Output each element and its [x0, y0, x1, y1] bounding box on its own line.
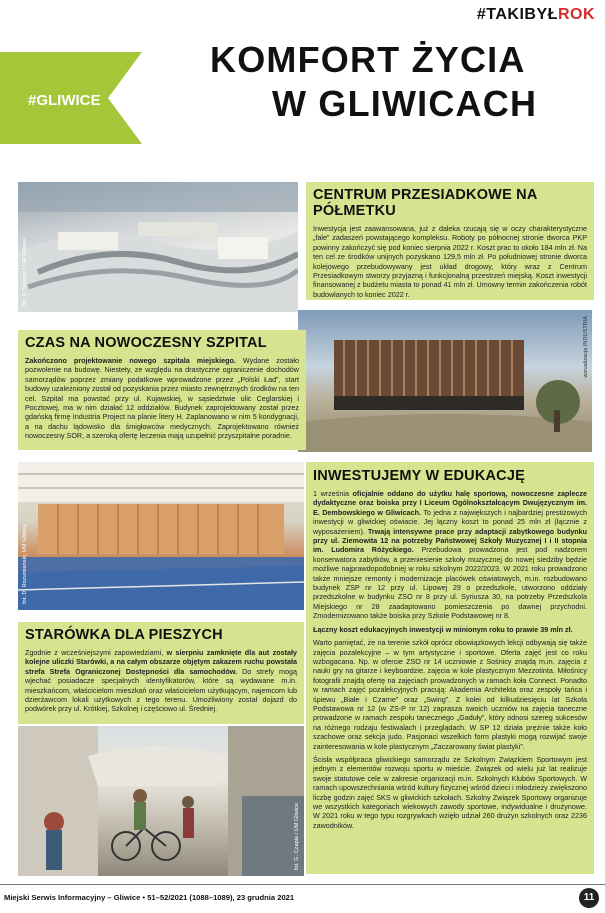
centrum-credit: fot. D. Marzec / UM Gliwice	[22, 238, 28, 306]
starowka-title: STARÓWKA DLA PIESZYCH	[25, 627, 223, 643]
centrum-box	[306, 182, 594, 300]
page-number: 11	[579, 888, 599, 908]
szpital-body: Wydane zostało pozwolenie na budowę. Niestety, ze względu na drastyczne ograniczenie dochodów samorządów poprzez zmiany podatkowe wprowadzone przez „Polski Ład”, start budowy uzależniony został od pozyskania przez miasto zewnętrznych środków na ten cel. Szpital ma powstać przy ul. Kujawskiej, w sąsiedztwie ulic Ceglarskiej i Pocztowej, ma w nim działać 12 oddziałów. Budynek zaprojektowany został przez gdańską firmę Industria Project na planie litery H. Zaplanowano w nim 5 kondygnacji, a na dachu lądowisko dla śmigłowców medycznych. Zaprojektowano również nowoczesny SOR, a szeroką ofertę leczenia mają uzupełnić przyszpitalne poradnie.	[25, 356, 299, 441]
edukacja-p1	[313, 489, 587, 621]
hashtag	[477, 6, 595, 24]
edukacja-p1b: oficjalnie oddano do użytku halę sportową, nowoczesne zaplecze dydaktyczne oraz boiska przy I Liceum Ogólnokształcącym Dwujęzycznym im. E. Dembowskiego w Gliwicach.	[313, 489, 587, 517]
starowka-box	[18, 622, 304, 724]
szpital-lead: Zakończono projektowanie nowego szpitala miejskiego.	[25, 356, 236, 365]
edukacja-credit: fot. D. Rozumiański, UM Gliwice	[22, 524, 28, 604]
sports-hall-photo	[18, 462, 304, 610]
szpital-credit: wizualizacja INDUSTRIA	[583, 316, 589, 378]
starowka-pa: Zgodnie z wcześniejszymi zapowiedziami,	[25, 648, 167, 657]
headline	[210, 38, 600, 126]
edukacja-p2: Łączny koszt edukacyjnych inwestycji w minionym roku to prawie 39 mln zł.	[313, 624, 573, 634]
centrum-title: CENTRUM PRZESIADKOWE NA PÓŁMETKU	[313, 187, 537, 219]
edukacja-p1a: 1 września	[313, 489, 353, 498]
edukacja-p1e: Przebudowa prowadzona jest pod nadzorem konserwatora zabytków, a przeniesienie szkoły muzycznej do nowej siedziby będzie możliwe najprawdopodobniej w roku szkolnym 2022/2023. W 2021 roku prowadzono także mniejsze remonty i modernizacje placówek oświatowych, m.in. rozbudowano budynek ZSP nr 12 przy ul. Lipowej 29 o przedszkole, utworzono oddziały przedszkolne w budynku ZSO nr 8 przy ul. Syriusza 30, na potrzeby Przedszkola Miejskiego nr 28 zaadaptowano pomieszczenia po dawnej przychodni. Zmodernizowano także boiska przy Szkole Podstawowej nr 8.	[313, 545, 587, 621]
gliwice-ribbon	[0, 52, 142, 144]
edukacja-p4: Ścisła współpraca gliwickiego samorządu ze Szkolnym Związkiem Sportowym jest jednym z elementów rozwoju sportu w mieście. Związek od wielu już lat realizuje swoje statutowe cele w zakresie organizacji m.in. Szkolnych Klubów Sportowych. W ramach upowszechniania wśród kultury fizycznej wśród dzieci i młodzieży zwiększono liczbę godzin zajęć SKS w gliwickich szkołach. Szkolny Związek Sportowy organizuje we wszystkich kategoriach wiekowych zawody sportowe, indywidualne i drużynowe. W 2021 roku w tego typu rozgrywkach wzięło udział 260 drużyn szkolnych oraz 2236 zawodników.	[313, 754, 587, 830]
headline-line2: W GLIWICACH	[272, 83, 538, 124]
szpital-title: CZAS NA NOWOCZESNY SZPITAL	[25, 335, 267, 351]
edukacja-p1d: Trwają intensywne prace przy adaptacji zabytkowego budynku przy ul. Ziemowita 12 na potrzeby Państwowej Szkoły Muzycznej I i II stopnia im. Ludomira Różyckiego.	[313, 526, 587, 555]
centrum-text: Inwestycja jest zaawansowana, już z daleka rzucają się w oczy charakterystyczne „fale” zadaszeń powstającego kompleksu. Roboty po północnej stronie dworca PKP powinny zakończyć się pod koniec sierpnia 2022 r. Koszt prac to około 184 mln zł. Na ten cel ze środków unijnych pozyskano 129,5 mln zł. Po południowej stronie dworca kolejowego przebudowywany jest układ drogowy, który wraz z Centrum Przesiadkowym stworzy przyjazną i funkcjonalną przestrzeń miejską. Koszt inwestycji finansowanej z budżetu miasta to ponad 41 mln zł. Umowny termin zakończenia robót budowlanych to koniec 2022 r.	[313, 224, 587, 299]
starowka-pb: w sierpniu zamknięte dla aut zostały kolejne uliczki Starówki, a na całym obszarze objętym zakazem ruchu powstała strefa Strefa Ograniczonej Dostępności dla samochodów.	[25, 648, 297, 676]
szpital-box	[18, 330, 306, 450]
footer	[0, 884, 605, 913]
headline-line1: KOMFORT ŻYCIA	[210, 39, 526, 80]
hashtag-part2: ROK	[557, 6, 595, 23]
edukacja-p1c: To jedna z największych i najbardziej prestiżowych inwestycji w gliwickiej oświacie. Jej łączny koszt to ponad 25 mln zł (łącznie z wyposażeniem).	[313, 507, 587, 536]
edukacja-title: INWESTUJEMY W EDUKACJĘ	[313, 468, 525, 484]
ribbon-label: #GLIWICE	[28, 92, 101, 109]
footer-text: Miejski Serwis Informacyjny – Gliwice • 51–52/2021 (1088–1089), 23 grudnia 2021	[4, 893, 295, 902]
szpital-text	[25, 356, 299, 441]
starowka-credit: fot. G. Czapla / UM Gliwice	[294, 802, 300, 870]
old-town-photo	[18, 726, 304, 876]
station-photo	[18, 182, 298, 312]
edukacja-p3: Warto pamiętać, że na terenie szkół oprócz obowiązkowych lekcji odbywają się także zajęcia pozalekcyjne – w tym artystyczne i sportowe. Oferta zajęć jest co roku wzbogacana. Np. w ofercie ZSO nr 14 uczniowie z Sośnicy znajdą m.in. zajęcia z nauki gry na gitarze i keyboardzie, zajęcia w kole plastycznym Mezzotinta. Miłośnicy fotografii znajdą ofertę na zajęciach prowadzonych w ramach koła Connect. Ponadto w ramach zajęć pozalekcyjnych pracują: Akademia Architekta oraz zespoły tańca i śpiewu „Białe i Czarne” oraz „Swing”. Z kolei od kilkudziesięciu lat Szkoła Podstawowa nr 12 (w ZS-P nr 12) zaprasza swoich uczniów na zajęcia taneczne prowadzone w ramach zespołu tanecznego „Gaduły”, który odnosi szereg sukcesów na różnego rodzaju festiwalach i przeglądach. W SP 12 działa prężnie także koło szachowe oraz sekcja judo. Pasjonaci wszelkich form plastyki mogą rozwijać swoje zainteresowania w kole plastycznym „Zaczarowany świat plastyki”.	[313, 638, 587, 751]
hospital-visualization	[298, 310, 592, 452]
starowka-text	[25, 648, 297, 714]
hashtag-part1: #TAKIBYŁ	[476, 6, 558, 23]
edukacja-box	[306, 462, 594, 874]
starowka-pc: Do strefy mogą wjechać posiadacze specjalnych identyfikatorów, które są wydawane m.in. mieszkańcom, właścicielom mieszkań oraz właścicielom użytkującym, najemcom lub dzierżawcom lokali użytkowych z tego terenu. Umożliwiony został dojazd do podwórek przy ul. Krótkiej, Szkolnej i częściowo ul. Średniej.	[25, 666, 297, 714]
